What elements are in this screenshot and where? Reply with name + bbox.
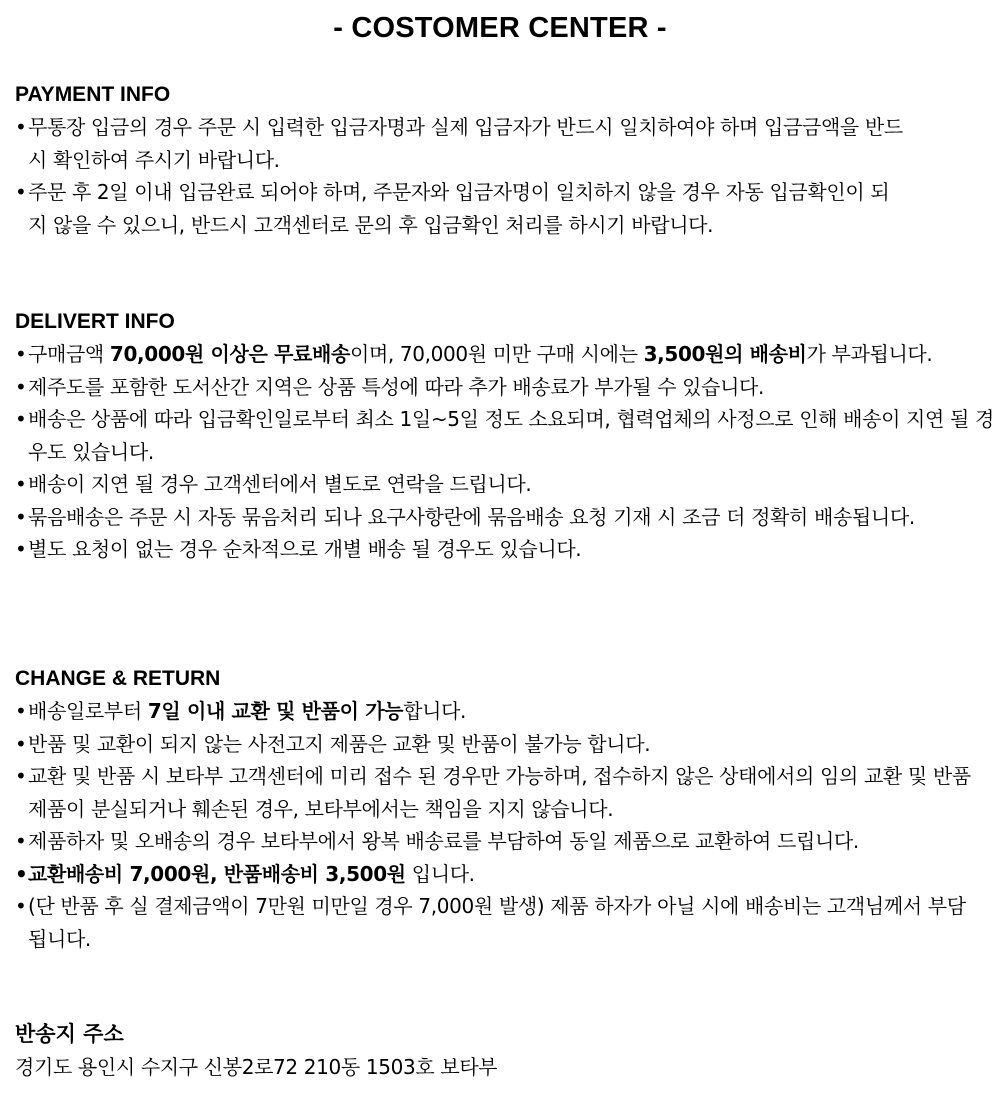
bullet-icon: •	[15, 342, 27, 366]
return-address: 경기도 용인시 수지구 신봉2로72 210동 1503호 보타부	[15, 1055, 498, 1079]
bullet-icon: •	[15, 861, 28, 886]
return-period-highlight: 7일 이내 교환 및 반품이 가능	[147, 699, 404, 723]
list-item	[15, 858, 998, 891]
list-item-text: 배송은 상품에 따라 입금확인일로부터 최소 1일~5일 정도 소요되며, 협력업체의 사정으로 인해 배송이 지연 될 경우도 있습니다.	[28, 407, 994, 464]
bullet-icon: •	[15, 115, 27, 139]
payment-info-list	[15, 111, 995, 241]
list-item	[15, 695, 998, 728]
list-item-text: 교환 및 반품 시 보타부 고객센터에 미리 접수 된 경우만 가능하며, 접수하지 않은 상태에서의 임의 교환 및 반품제품이 분실되거나 훼손된 경우, 보타부에서는 책임을 지지 않습니다.	[28, 764, 971, 821]
text-part: 가 부과됩니다.	[806, 342, 933, 366]
bullet-icon: •	[15, 374, 27, 399]
list-item-text: 무통장 입금의 경우 주문 시 입력한 입금자명과 실제 입금자가 반드시 일치하여야 하며 입금금액을 반드시 확인하여 주시기 바랍니다.	[28, 115, 903, 172]
payment-info-title: PAYMENT INFO	[15, 83, 171, 106]
list-item-text: 제주도를 포함한 도서산간 지역은 상품 특성에 따라 추가 배송료가 부가될 수 있습니다.	[28, 374, 765, 399]
bullet-icon: •	[15, 829, 27, 853]
list-item	[15, 176, 908, 241]
list-item	[15, 501, 988, 534]
list-item-text: 배송이 지연 될 경우 고객센터에서 별도로 연락을 드립니다.	[28, 472, 532, 496]
page-title: - COSTOMER CENTER -	[333, 12, 667, 44]
list-item	[15, 760, 988, 825]
return-address-title: 반송지 주소	[15, 1022, 124, 1046]
list-item	[15, 338, 948, 371]
list-item	[15, 728, 998, 761]
list-item	[15, 825, 938, 858]
bullet-icon: •	[15, 731, 27, 756]
free-shipping-highlight: 70,000원 이상은 무료배송	[109, 342, 350, 366]
text-part: 배송일로부터	[28, 699, 148, 723]
delivery-info-list	[15, 338, 995, 566]
list-item-text: 별도 요청이 없는 경우 순차적으로 개별 배송 될 경우도 있습니다.	[28, 537, 582, 561]
exchange-fee-highlight: 교환배송비 7,000원, 반품배송비 3,500원	[28, 861, 406, 886]
bullet-icon: •	[15, 537, 27, 561]
list-item-text: 반품 및 교환이 되지 않는 사전고지 제품은 교환 및 반품이 불가능 합니다.	[28, 731, 651, 756]
change-return-title: CHANGE & RETURN	[15, 667, 221, 690]
text-part: 입니다.	[405, 861, 475, 886]
list-item	[15, 111, 908, 176]
list-item-text: 제품하자 및 오배송의 경우 보타부에서 왕복 배송료를 부담하여 동일 제품으로 교환하여 드립니다.	[28, 829, 859, 853]
list-item	[15, 533, 998, 566]
text-part: 합니다.	[403, 699, 467, 723]
list-item-text	[28, 699, 466, 723]
bullet-icon: •	[15, 180, 27, 204]
bullet-icon: •	[15, 699, 27, 723]
list-item	[15, 468, 998, 501]
list-item-text	[28, 862, 475, 886]
list-item-text	[28, 342, 932, 366]
bullet-icon: •	[15, 504, 27, 529]
list-item	[15, 890, 983, 955]
change-return-list	[15, 695, 995, 955]
list-item-text: 묶음배송은 주문 시 자동 묶음처리 되나 요구사항란에 묶음배송 요청 기재 시 조금 더 정확히 배송됩니다.	[28, 504, 915, 529]
shipping-fee-highlight: 3,500원의 배송비	[643, 342, 807, 366]
delivery-info-title: DELIVERT INFO	[15, 310, 175, 333]
text-part: 구매금액	[28, 342, 110, 366]
bullet-icon: •	[15, 764, 27, 788]
list-item-text: 주문 후 2일 이내 입금완료 되어야 하며, 주문자와 입금자명이 일치하지 않을 경우 자동 입금확인이 되지 않을 수 있으니, 반드시 고객센터로 문의 후 입금확인 처리를 하시기 바랍니다.	[28, 180, 890, 237]
list-item	[15, 403, 1000, 468]
list-item-text: (단 반품 후 실 결제금액이 7만원 미만일 경우 7,000원 발생) 제품 하자가 아닐 시에 배송비는 고객님께서 부담됩니다.	[28, 894, 966, 951]
bullet-icon: •	[15, 894, 27, 918]
bullet-icon: •	[15, 407, 27, 431]
text-part: 이며, 70,000원 미만 구매 시에는	[349, 342, 644, 366]
bullet-icon: •	[15, 472, 27, 496]
list-item	[15, 371, 998, 404]
